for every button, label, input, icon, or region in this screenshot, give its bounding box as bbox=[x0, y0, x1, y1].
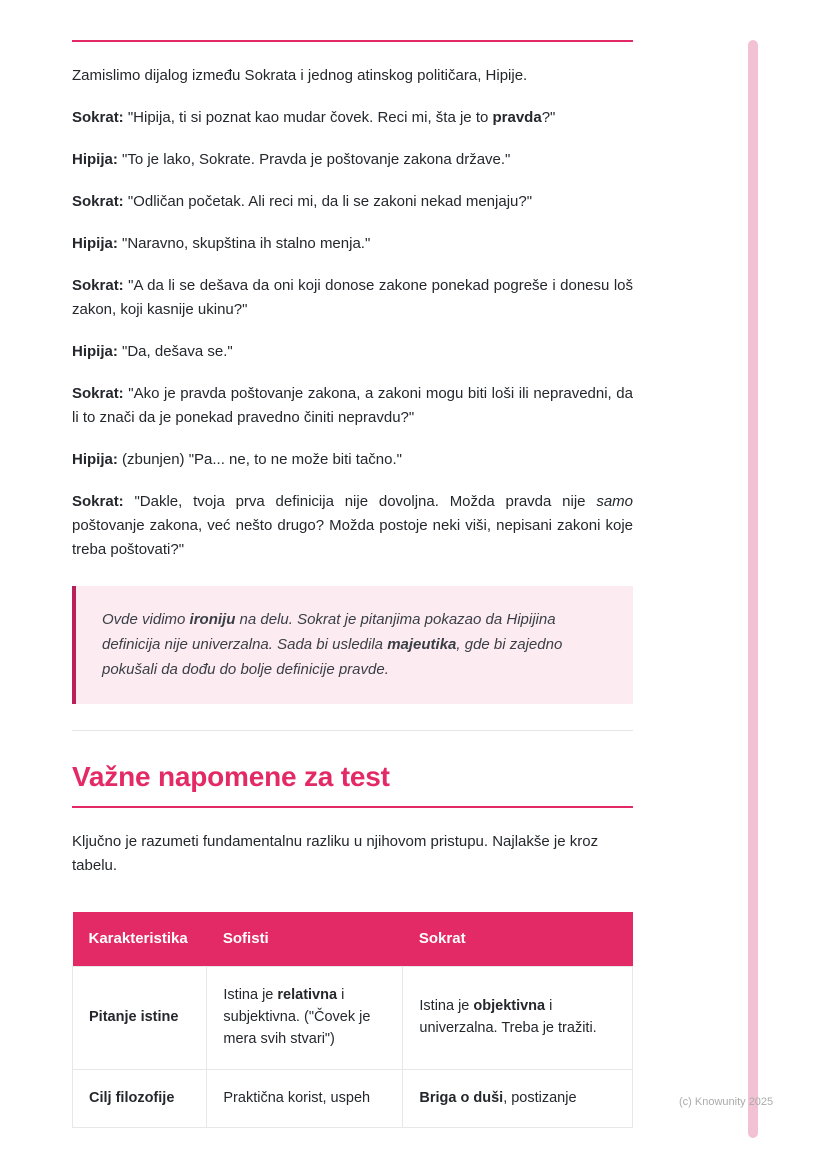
dialog-line-5: Sokrat: "A da li se dešava da oni koji donose zakone ponekad pogreše i donesu loš zakon, koji kasnije ukinu?" bbox=[72, 277, 633, 318]
dialog-line-4: Hipija: "Naravno, skupština ih stalno menja." bbox=[72, 235, 371, 252]
dialog-line-9: Sokrat: "Dakle, tvoja prva definicija nije dovoljna. Možda pravda nije samo poštovanje zakona, već nešto drugo? Možda postoje neki viši, nepisani zakoni koje treba poštovati?" bbox=[72, 493, 633, 558]
table-header-row bbox=[73, 912, 633, 967]
dialog-line-7: Sokrat: "Ako je pravda poštovanje zakona, a zakoni mogu biti loši ili nepravedni, da li to znači da je ponekad pravedno činiti nepravdu?" bbox=[72, 385, 633, 426]
row-label: Cilj filozofije bbox=[73, 1069, 207, 1128]
notes-heading: Važne napomene za test bbox=[72, 761, 390, 793]
dialog-line-3: Sokrat: "Odličan početak. Ali reci mi, da li se zakoni nekad menjaju?" bbox=[72, 193, 533, 210]
table-row-pitanje-istine bbox=[73, 967, 633, 1069]
cell-sofisti: Praktična korist, uspeh bbox=[207, 1069, 403, 1128]
table-header-sofisti: Sofisti bbox=[207, 912, 403, 967]
dialog-line-8: Hipija: (zbunjen) "Pa... ne, to ne može biti tačno." bbox=[72, 451, 402, 468]
table-header-sokrat: Sokrat bbox=[403, 912, 633, 967]
cell-sokrat: Briga o duši, postizanje bbox=[403, 1069, 633, 1128]
row-label: Pitanje istine bbox=[73, 967, 207, 1069]
callout-text: Ovde vidimo ironiju na delu. Sokrat je pitanjima pokazao da Hipijina definicija nije univerzalna. Sada bi usledila majeutika, gde bi zajedno pokušali da dođu do bolje definicije pravde. bbox=[102, 611, 563, 678]
section-divider bbox=[72, 730, 633, 731]
dialog-line-2: Hipija: "To je lako, Sokrate. Pravda je poštovanje zakona države." bbox=[72, 151, 511, 168]
table-header-karakteristika: Karakteristika bbox=[73, 912, 207, 967]
cell-sokrat: Istina je objektivna i univerzalna. Treba je tražiti. bbox=[403, 967, 633, 1069]
watermark: (c) Knowunity 2025 bbox=[679, 1096, 774, 1108]
dialog-line-6: Hipija: "Da, dešava se." bbox=[72, 343, 233, 360]
callout-note bbox=[72, 586, 633, 704]
dialog-intro: Zamislimo dijalog između Sokrata i jednog atinskog političara, Hipije. bbox=[72, 67, 528, 84]
dialog-line-1: Sokrat: "Hipija, ti si poznat kao mudar čovek. Reci mi, šta je to pravda?" bbox=[72, 109, 556, 126]
cell-sofisti: Istina je relativna i subjektivna. ("Čovek je mera svih stvari") bbox=[207, 967, 403, 1069]
scrollbar-stripe[interactable] bbox=[748, 40, 758, 1138]
notes-intro: Ključno je razumeti fundamentalnu razliku u njihovom pristupu. Najlakše je kroz tabelu. bbox=[72, 833, 599, 875]
heading-underline bbox=[72, 806, 633, 808]
comparison-table bbox=[72, 912, 633, 1128]
section-top-rule bbox=[72, 40, 633, 42]
table-row-cilj-filozofije bbox=[73, 1069, 633, 1128]
document-content bbox=[72, 40, 633, 1146]
